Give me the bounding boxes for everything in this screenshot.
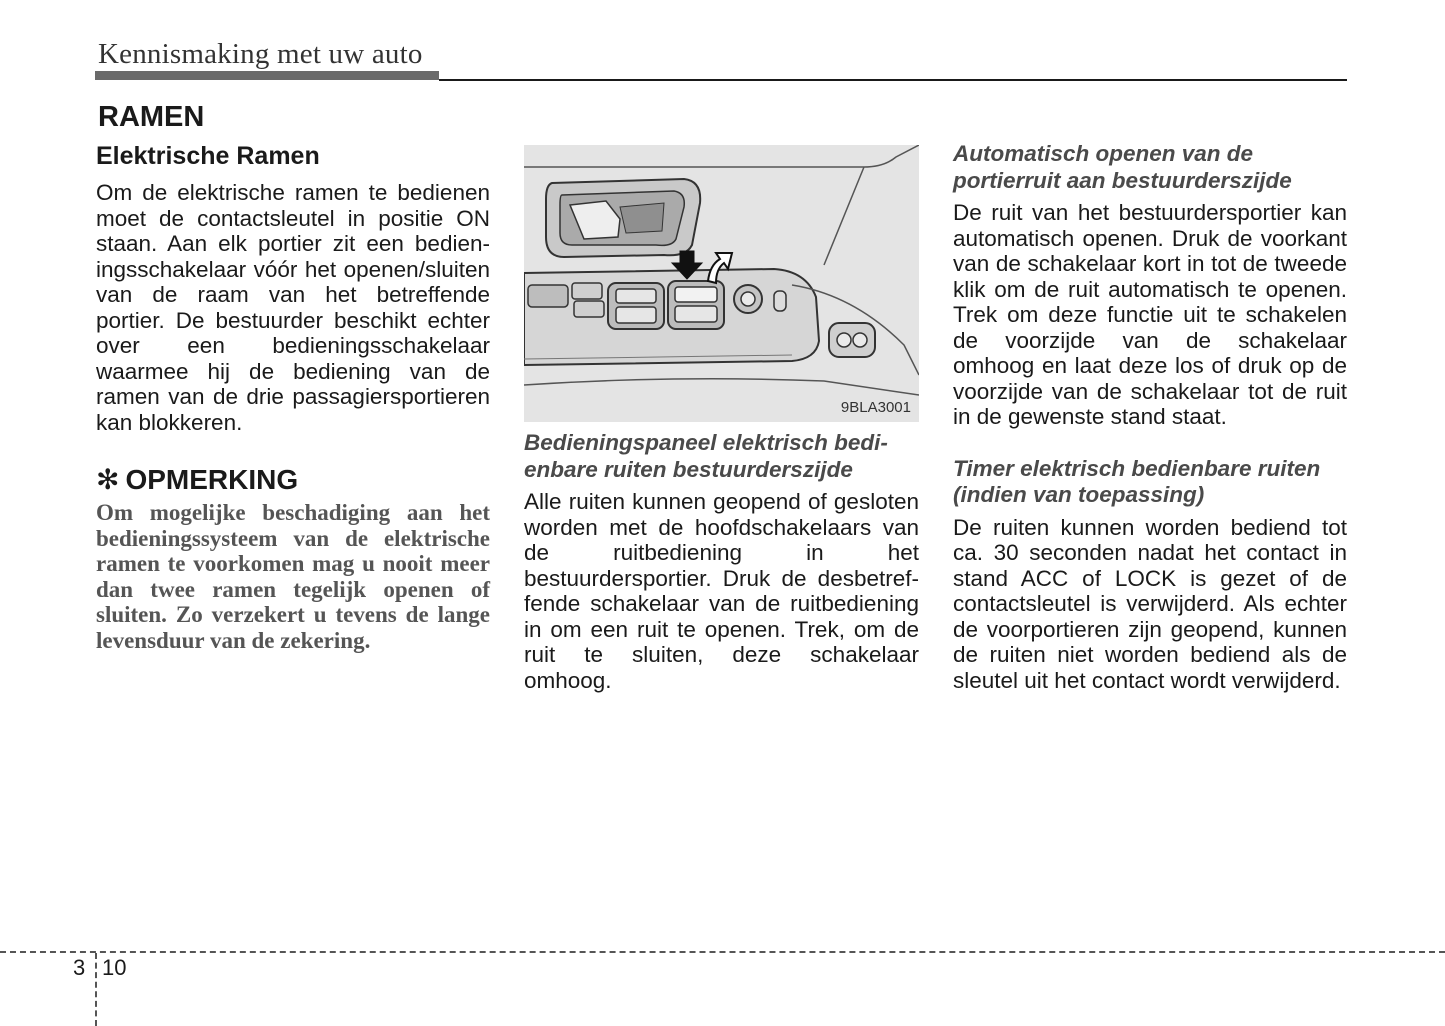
auto-open-body: De ruit van het bestuurdersportier kan automatisch openen. Druk de voorkant van de schakelaar kort in tot de tweede klik om de ruit automatisch te openen. Trek om deze functie uit te schakelen de voorzijde van de schakelaar omhoog en laat deze los of druk op de voorzijde van de schakelaar tot de ruit in de gewenste stand staat. bbox=[953, 200, 1347, 429]
electric-windows-body: Om de elektrische ramen te bedienen moet de contactsleutel in positie ON staan. Aan elk portier zit een bedieningsschakelaar vóór het openen/sluiten van de raam van het betreffende portier. De bestuurder beschikt echter over een bedieningsschakelaar waarmee hij de bediening van de ramen van de drie passagiersportieren kan blokkeren. bbox=[96, 180, 490, 435]
column-middle bbox=[524, 145, 919, 693]
figure-caption: Bedieningspaneel elektrisch bedienbare ruiten bestuurderszijde bbox=[524, 430, 888, 482]
footer-dashed-rule bbox=[0, 951, 1445, 953]
section-title: RAMEN bbox=[98, 101, 205, 133]
page-chapter-number: 3 bbox=[73, 955, 86, 980]
driver-switch-body: Alle ruiten kunnen geopend of gesloten worden met de hoofdschakelaars van de ruitbediening in het bestuurdersportier. Druk de desbetreffende schakelaar van de ruitbediening in om een ruit te openen. Trek, om de ruit te sluiten, deze schakelaar omhoog. bbox=[524, 489, 919, 693]
note-body: Om mogelijke beschadiging aan het bedieningssysteem van de elektrische ramen te voorkomen mag u nooit meer dan twee ramen tegelijk openen of sluiten. Zo verzekert u tevens de lange levensduur van de zekering. bbox=[96, 500, 490, 653]
note-title: OPMERKING bbox=[125, 464, 299, 495]
door-panel-drawing bbox=[524, 145, 919, 422]
column-left bbox=[96, 141, 490, 653]
auto-open-heading: Automatisch openen van de portierruit aan bestuurderszijde bbox=[953, 141, 1292, 193]
timer-body: De ruiten kunnen worden bediend tot ca. 30 seconden nadat het contact in stand ACC of LOCK is gezet of de contactsleutel is verwijderd. Als echter de voorportieren zijn geopend, kunnen de ruiten niet worden bediend als de sleutel uit het contact wordt verwijderd. bbox=[953, 514, 1347, 693]
electric-windows-heading: Elektrische Ramen bbox=[96, 142, 320, 170]
footer-vertical-dashed-rule bbox=[95, 953, 97, 1026]
figure-code: 9BLA3001 bbox=[840, 399, 911, 416]
timer-heading: Timer elektrisch bedienbare ruiten (indien van toepassing) bbox=[953, 455, 1321, 507]
note-heading bbox=[96, 463, 490, 496]
note-star-icon: ✻ bbox=[96, 464, 120, 495]
door-switch-illustration bbox=[524, 145, 919, 422]
column-right bbox=[953, 141, 1347, 693]
running-header-title: Kennismaking met uw auto bbox=[98, 38, 423, 70]
header-rule-thick bbox=[95, 71, 439, 80]
header-rule-thin bbox=[439, 79, 1347, 81]
page-number: 10 bbox=[102, 955, 127, 980]
